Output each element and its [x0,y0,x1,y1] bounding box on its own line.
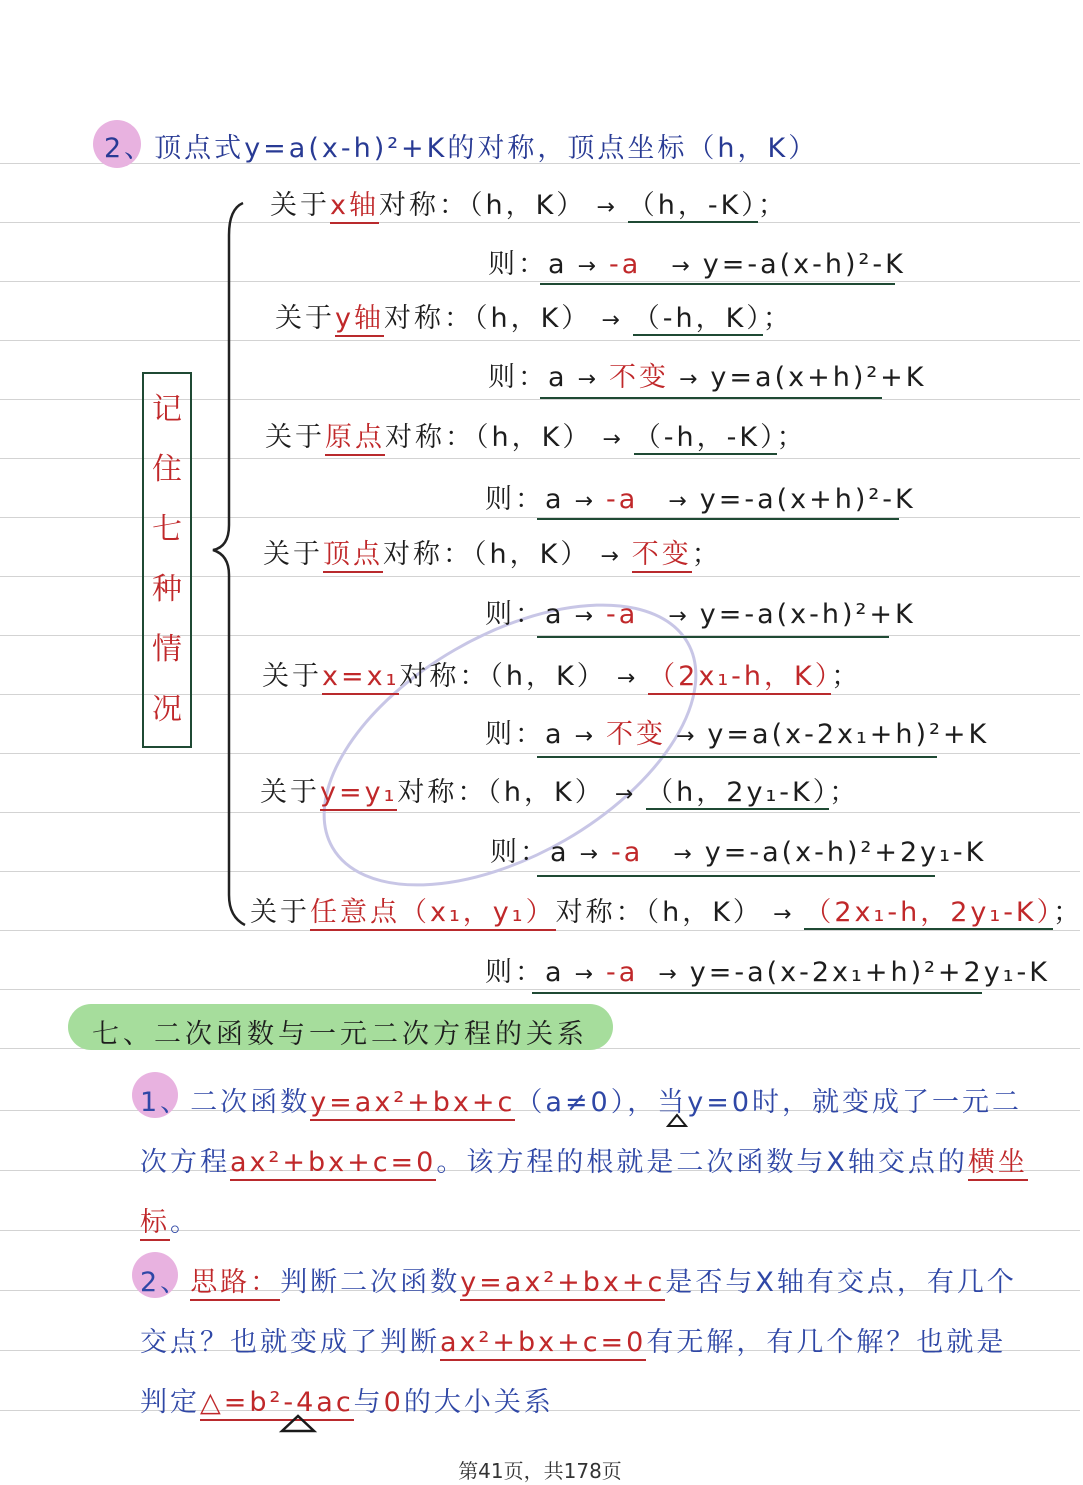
row-end: ； [776,422,807,453]
row-prefix: 关于 [265,422,325,453]
arrow-right-icon: → [614,782,637,807]
item2-text: 交点？也就变成了判断 [140,1327,440,1358]
box-char: 况 [152,692,182,727]
section2-title-a: 顶点式 [154,133,245,164]
a-from: a [548,362,568,393]
row-result: 不变 [632,539,692,573]
arrow-right-icon: → [668,489,690,514]
row-end: ； [762,303,793,334]
item2-label: 思路： [190,1267,280,1301]
box-char: 情 [152,632,182,667]
case-row-any-point [250,890,1083,929]
formula-underline [532,992,982,994]
formula-underline [537,636,889,638]
formula-underline [537,756,937,758]
item1-line3 [140,1200,200,1239]
item1-text: 次方程 [140,1147,230,1178]
case-then-vertex [485,592,916,631]
row-prefix: 关于 [270,190,330,221]
row-result: （-h，-K） [633,422,777,453]
row-result: （-h，K） [632,303,763,334]
arrow-right-icon: → [577,254,599,279]
then-label: 则： [485,719,545,750]
row-prefix: 关于 [262,661,322,692]
a-from: a [545,957,565,988]
arrow-right-icon: → [601,308,623,333]
case-then-y-axis [488,355,927,394]
item2-line3 [140,1380,554,1419]
arrow-right-icon: → [579,842,601,867]
case-row-x-axis [270,183,788,222]
case-row-y-axis [275,296,793,335]
arrow-right-icon: → [574,724,596,749]
a-to: 不变 [605,719,666,750]
row-suffix: 对称：（h，K） [378,190,587,221]
item1-highlight: 标 [140,1207,170,1241]
brace-icon [205,195,255,930]
item1-number: 1、 [140,1087,191,1118]
a-from: a [548,249,568,280]
then-label: 则： [485,957,545,988]
item2-number: 2、 [140,1267,191,1298]
formula-underline [537,875,935,877]
triangle-mark-icon [665,1112,689,1128]
section2-heading [104,126,818,165]
row-result: （2x₁-h，2y₁-K） [804,897,1054,928]
result-formula: y=a(x+h)²+K [710,362,927,393]
item2-text: 与 [353,1387,384,1418]
row-end: ； [829,777,860,808]
item1-text: （a≠0），当 [515,1087,688,1118]
row-prefix: 关于 [250,897,310,928]
item2-text: 判定 [140,1387,200,1418]
arrow-right-icon: → [574,962,596,987]
arrow-right-icon: → [600,544,622,569]
section2-title-formula: y=a(x-h)²+K [244,133,448,164]
row-axis: x=x₁ [322,661,399,695]
box-char: 七 [152,512,182,547]
a-to: 不变 [608,362,669,393]
a-from: a [545,599,565,630]
row-suffix: 对称：（h，K） [397,777,605,808]
a-to: -a [610,837,644,868]
then-label: 则： [485,484,545,515]
item2-formula: △=b²-4ac [200,1387,354,1421]
item2-line1 [140,1260,1017,1299]
item1-text: 。 [170,1207,200,1238]
case-then-origin [485,477,916,516]
arrow-right-icon: → [671,254,693,279]
result-formula: y=-a(x-2x₁+h)²+2y₁-K [689,957,1050,988]
formula-underline [540,397,882,399]
row-end: ； [691,539,722,570]
formula-underline [540,283,895,285]
section2-number: 2、 [104,133,155,164]
then-label: 则： [488,249,548,280]
row-end: ； [757,190,788,221]
box-char: 种 [152,572,182,607]
case-row-vertex [263,532,722,571]
result-formula: y=a(x-2x₁+h)²+K [707,719,990,750]
item1-text: 二次函数 [190,1087,311,1118]
a-to: -a [605,599,639,630]
arrow-right-icon: → [673,842,695,867]
row-result: （2x₁-h，K） [648,661,831,695]
row-suffix: 对称：（h，K） [383,539,591,570]
row-result: （h，-K） [627,190,758,221]
arrow-right-icon: → [668,604,690,629]
case-then-y-eq-y1 [490,830,986,869]
then-label: 则： [485,599,545,630]
arrow-right-icon: → [678,367,701,392]
row-end: ； [831,661,862,692]
case-row-x-eq-x1 [262,654,861,693]
item1-y0: y=0 [687,1087,752,1118]
row-suffix: 对称：（h，K） [383,303,592,334]
item2-text: 是否与X轴有交点，有几个 [665,1267,1017,1298]
item1-formula: y=ax²+bx+c [310,1087,515,1121]
arrow-right-icon: → [574,489,596,514]
row-suffix: 对称：（h，K） [385,422,593,453]
box-char: 记 [152,392,182,427]
item2-text: 有无解，有几个解？也就是 [646,1327,1007,1358]
row-suffix: 对称：（h，K） [555,897,763,928]
row-suffix: 对称：（h，K） [399,661,607,692]
page-footer: 第41页，共178页 [458,1459,622,1483]
arrow-right-icon: → [675,724,698,749]
row-prefix: 关于 [275,303,335,334]
arrow-right-icon: → [772,902,795,927]
result-formula: y=-a(x-h)²+2y₁-K [704,837,987,868]
section7-title: 七、二次函数与一元二次方程的关系 [92,1019,588,1050]
arrow-right-icon: → [658,962,680,987]
item1-line1 [140,1080,1022,1119]
item2-text: 判断二次函数 [280,1267,461,1298]
formula-underline [537,518,899,520]
arrow-right-icon: → [596,195,618,220]
row-result: （h，2y₁-K） [646,777,830,808]
box-char: 住 [152,452,182,487]
then-label: 则： [490,837,550,868]
case-row-origin [265,415,807,454]
item2-formula: ax²+bx+c=0 [440,1327,646,1361]
case-then-x-eq-x1 [485,712,989,751]
a-from: a [550,837,570,868]
a-from: a [545,719,565,750]
case-then-any-point [485,950,1050,989]
section2-title-b: 的对称，顶点坐标（h，K） [447,133,819,164]
a-from: a [545,484,565,515]
item2-zero: 0 [383,1387,404,1418]
row-axis: x轴 [330,190,379,224]
item2-formula: y=ax²+bx+c [460,1267,665,1301]
item1-formula: ax²+bx+c=0 [230,1147,436,1181]
delta-triangle-icon [278,1413,318,1433]
a-to: -a [608,249,642,280]
item2-line2 [140,1320,1006,1359]
arrow-right-icon: → [602,427,624,452]
case-then-x-axis [488,242,906,281]
arrow-right-icon: → [574,604,596,629]
then-label: 则： [488,362,548,393]
item2-text: 的大小关系 [403,1387,554,1418]
a-to: -a [605,484,639,515]
result-formula: y=-a(x-h)²+K [699,599,916,630]
item1-line2 [140,1140,1028,1179]
arrow-right-icon: → [616,666,639,691]
remember-seven-cases-box [142,372,192,748]
row-axis: 顶点 [323,539,383,573]
row-prefix: 关于 [260,777,320,808]
item1-text: 。该方程的根就是二次函数与X轴交点的 [436,1147,968,1178]
result-formula: y=-a(x-h)²-K [702,249,906,280]
a-to: -a [605,957,639,988]
item1-highlight: 横坐 [968,1147,1028,1181]
item1-text: 时，就变成了一元二 [752,1087,1022,1118]
row-prefix: 关于 [263,539,323,570]
row-axis: y=y₁ [320,777,397,811]
result-formula: y=-a(x+h)²-K [699,484,916,515]
row-end: ； [1053,897,1083,928]
row-axis: 任意点（x₁，y₁） [310,897,556,931]
row-axis: 原点 [325,422,385,456]
row-axis: y轴 [335,303,384,337]
case-row-y-eq-y1 [260,770,859,809]
arrow-right-icon: → [577,367,599,392]
